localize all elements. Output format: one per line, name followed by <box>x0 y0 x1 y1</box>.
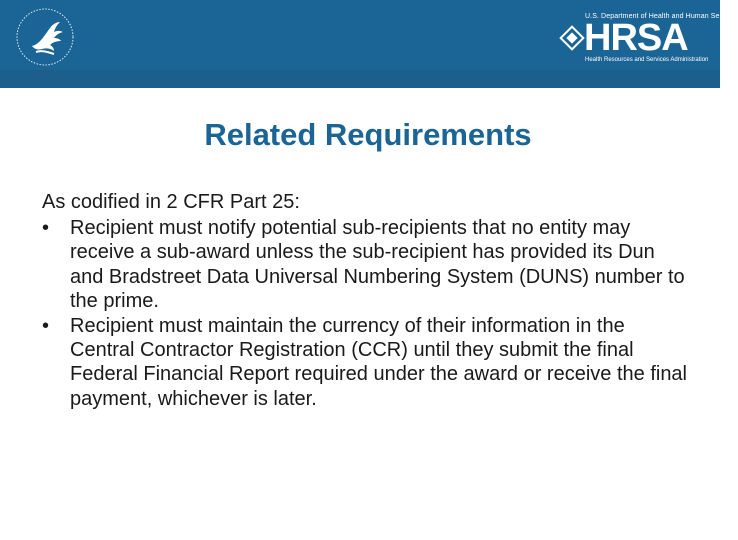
hrsa-agency-text: Health Resources and Services Administration <box>585 57 709 63</box>
slide-body <box>42 190 692 412</box>
hrsa-diamond-icon <box>560 26 584 50</box>
header-bar <box>0 0 738 70</box>
slide-title: Related Requirements <box>204 117 532 152</box>
bullet-text: Recipient must notify potential sub-recipients that no entity may receive a sub-award unless the sub-recipient has provided its Dun and Bradstreet Data Universal Numbering System (DUNS) number to the prime. <box>70 217 685 312</box>
bullet-marker: • <box>42 217 50 240</box>
bullet-text: Recipient must maintain the currency of their information in the Central Contractor Registration (CCR) until they submit the final Federal Financial Report required under the award or receive the final payment, whichever is later. <box>70 315 688 410</box>
bullet-item <box>42 314 692 411</box>
hrsa-wordmark: HRSA <box>584 17 688 59</box>
bullet-list <box>42 216 692 411</box>
hhs-eagle-seal-icon <box>14 6 76 68</box>
bullet-marker: • <box>42 315 50 338</box>
header-accent-bar <box>0 70 720 88</box>
intro-text: As codified in 2 CFR Part 25: <box>42 191 300 213</box>
bullet-item <box>42 216 692 313</box>
hrsa-logo <box>560 8 738 64</box>
hrsa-department-text: U.S. Department of Health and Human Services <box>585 13 738 20</box>
